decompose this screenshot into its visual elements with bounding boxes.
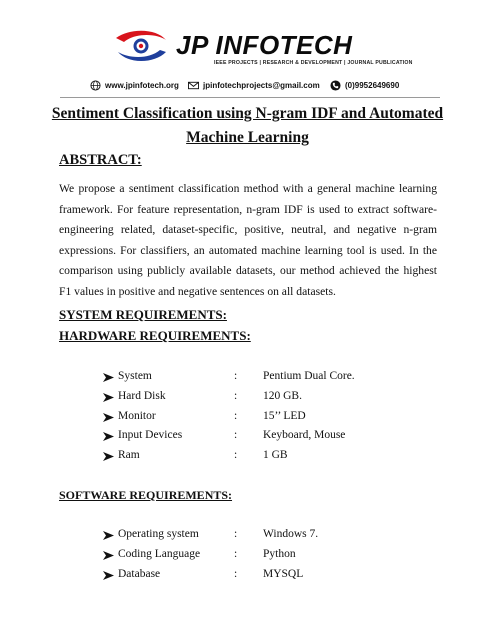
software-list xyxy=(103,528,423,587)
software-name: Operating system xyxy=(118,528,199,540)
hardware-value: 15’’ LED xyxy=(263,409,306,422)
system-requirements-heading: SYSTEM REQUIREMENTS: xyxy=(59,307,227,322)
abstract-heading: ABSTRACT: xyxy=(59,152,142,168)
hardware-requirements-heading: HARDWARE REQUIREMENTS: xyxy=(59,328,251,343)
header-divider xyxy=(60,97,440,98)
email-text: jpinfotechprojects@gmail.com xyxy=(203,81,320,90)
separator: : xyxy=(234,547,238,560)
hardware-value: 1 GB xyxy=(263,449,288,462)
separator: : xyxy=(234,449,238,462)
logo-swirl-icon xyxy=(112,26,170,66)
hardware-name: Hard Disk xyxy=(118,389,166,402)
hardware-list xyxy=(103,370,423,469)
mail-icon xyxy=(188,80,199,91)
arrow-bullet-icon xyxy=(103,413,114,422)
separator: : xyxy=(234,370,238,382)
arrow-bullet-icon xyxy=(103,531,114,540)
arrow-bullet-icon xyxy=(103,373,114,382)
contact-phone[interactable] xyxy=(330,80,399,91)
website-text: www.jpinfotech.org xyxy=(105,81,179,90)
title-line-2: Machine Learning xyxy=(186,129,309,146)
list-item xyxy=(103,390,423,410)
list-item xyxy=(103,410,423,430)
software-value: Python xyxy=(263,547,296,560)
separator: : xyxy=(234,409,238,422)
arrow-bullet-icon xyxy=(103,551,114,560)
separator: : xyxy=(234,389,238,402)
title-line-1: Sentiment Classification using N-gram IDF and Automated xyxy=(51,105,444,122)
hardware-name: Monitor xyxy=(118,409,156,422)
software-name: Coding Language xyxy=(118,547,201,560)
phone-icon xyxy=(330,80,341,91)
contact-website[interactable] xyxy=(90,80,179,91)
hardware-name: Input Devices xyxy=(118,429,183,442)
contact-bar xyxy=(90,80,430,94)
list-item xyxy=(103,429,423,449)
arrow-bullet-icon xyxy=(103,452,114,461)
contact-email[interactable] xyxy=(188,80,320,91)
brand-name: JP INFOTECH xyxy=(176,30,353,60)
list-item xyxy=(103,548,423,568)
brand-tagline: IEEE PROJECTS | RESEARCH & DEVELOPMENT | JOURNAL PUBLICATION xyxy=(214,60,413,66)
separator: : xyxy=(234,567,238,580)
list-item xyxy=(103,449,423,469)
hardware-value: 120 GB. xyxy=(263,389,302,402)
separator: : xyxy=(234,429,238,442)
globe-icon xyxy=(90,80,101,91)
hardware-name: Ram xyxy=(118,449,140,462)
phone-text: (0)9952649690 xyxy=(345,81,400,90)
list-item xyxy=(103,568,423,588)
arrow-bullet-icon xyxy=(103,393,114,402)
hardware-name: System xyxy=(118,370,152,382)
arrow-bullet-icon xyxy=(103,432,114,441)
software-name: Database xyxy=(118,567,161,580)
hardware-value: Pentium Dual Core. xyxy=(263,370,355,382)
list-item xyxy=(103,528,423,548)
separator: : xyxy=(234,528,238,540)
software-requirements-heading: SOFTWARE REQUIREMENTS: xyxy=(59,488,233,502)
list-item xyxy=(103,370,423,390)
arrow-bullet-icon xyxy=(103,571,114,580)
document-title xyxy=(40,102,455,150)
software-value: MYSQL xyxy=(263,567,304,580)
hardware-value: Keyboard, Mouse xyxy=(263,429,346,442)
abstract-paragraph: We propose a sentiment classification method with a general machine learning framework. For feature representation, n-gram IDF is used to extract software-engineering related, dataset-specific, positive, neutral, and negative n-gram expressions. For classifiers, an automated machine learning tool is used. In the comparison using publicly available datasets, our method achieved the highest F1 values in positive and negative sentences on all datasets. xyxy=(59,182,437,298)
software-value: Windows 7. xyxy=(263,528,319,540)
